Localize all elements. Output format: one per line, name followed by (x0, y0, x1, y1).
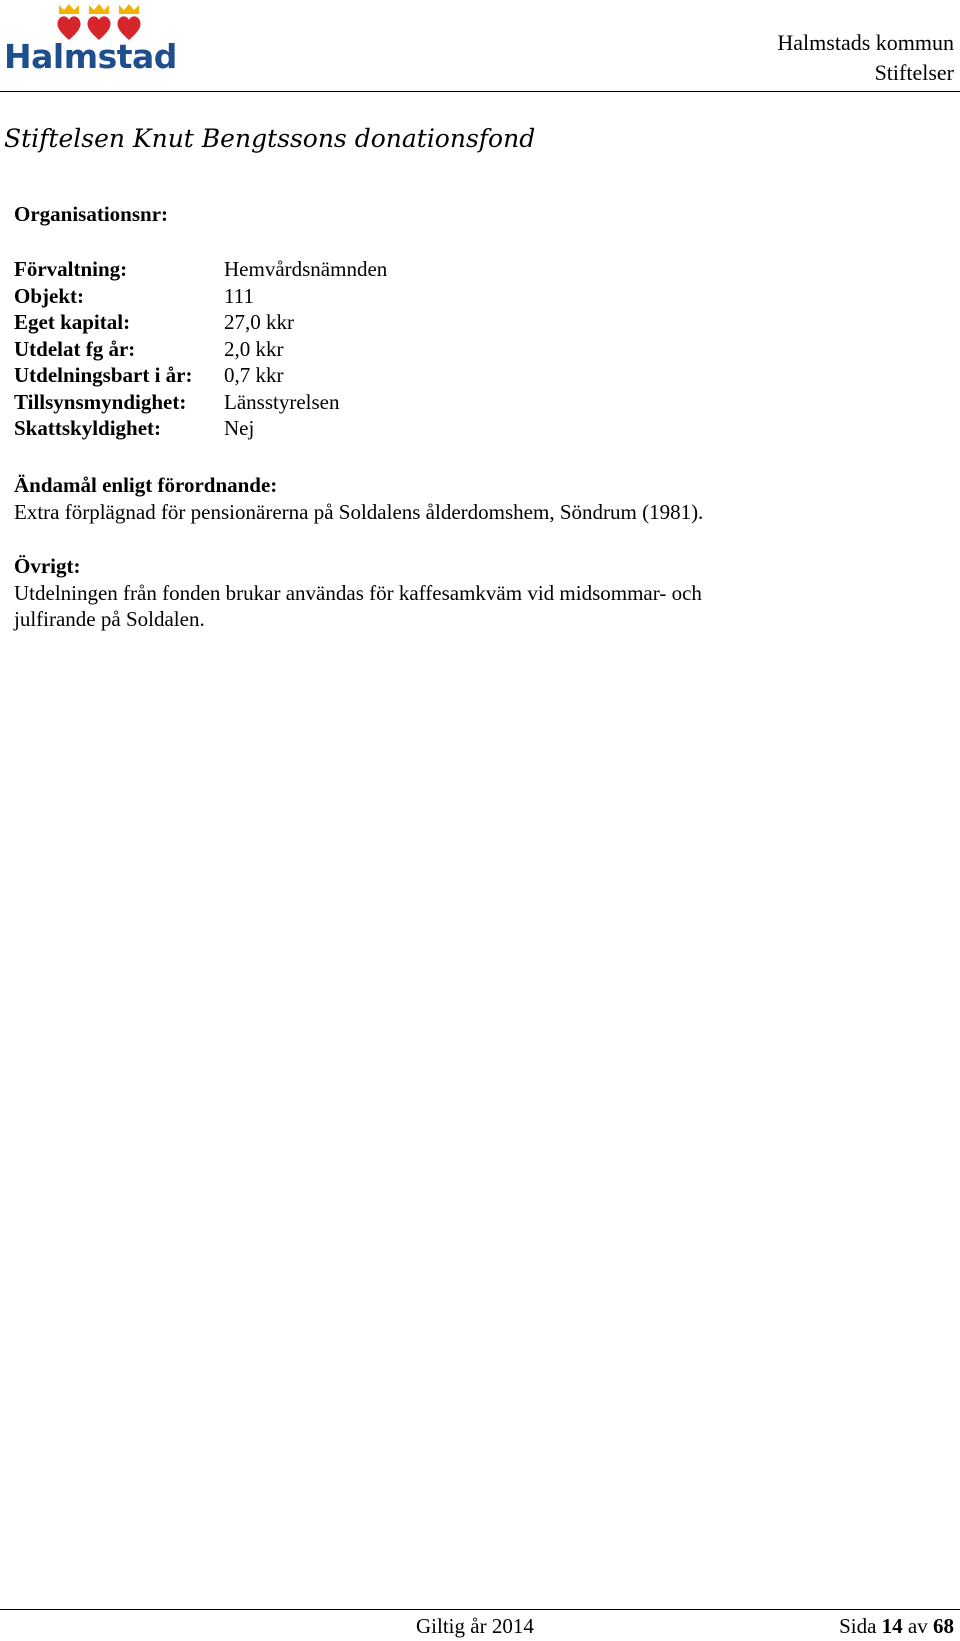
footer-page-number (839, 1614, 954, 1639)
page-prefix: Sida (839, 1614, 877, 1638)
fact-label: Tillsynsmyndighet: (14, 389, 187, 414)
page-current: 14 (881, 1614, 903, 1638)
fact-label: Förvaltning: (14, 257, 128, 281)
fact-label: Eget kapital: (14, 310, 131, 334)
fact-value: 111 (224, 283, 254, 308)
fact-label: Skattskyldighet: (14, 416, 162, 440)
fact-row (14, 362, 387, 389)
facts-list (14, 256, 387, 442)
purpose-section (14, 472, 703, 525)
other-text-line: Utdelningen från fonden brukar användas för kaffesamkväm vid midsommar- och (14, 580, 702, 605)
fact-row (14, 415, 387, 442)
purpose-heading: Ändamål enligt förordnande: (14, 473, 278, 497)
footer-valid-year: Giltig år 2014 (416, 1614, 534, 1638)
fact-label: Objekt: (14, 283, 84, 308)
header-divider (0, 91, 960, 92)
fact-row (14, 283, 387, 310)
fact-value: Länsstyrelsen (224, 389, 340, 414)
footer-divider (0, 1609, 960, 1610)
header-org: Halmstads kommun (777, 30, 954, 55)
fact-value: 0,7 kkr (224, 363, 284, 387)
fact-value: Hemvårdsnämnden (224, 257, 388, 281)
org-nr-label: Organisationsnr: (14, 202, 169, 226)
other-heading: Övrigt: (14, 554, 81, 578)
halmstad-logo (4, 2, 177, 76)
fact-row (14, 336, 387, 363)
other-text-line: julfirande på Soldalen. (14, 607, 205, 631)
fact-label: Utdelat fg år: (14, 336, 136, 361)
header-meta (777, 28, 954, 88)
fact-row (14, 309, 387, 336)
page-title: Stiftelsen Knut Bengtssons donationsfond (4, 124, 536, 153)
fact-value: 27,0 kkr (224, 310, 294, 334)
crowned-hearts-icon (56, 2, 216, 42)
fact-row (14, 389, 387, 416)
page-total: 68 (933, 1614, 954, 1638)
fact-label: Utdelningsbart i år: (14, 363, 193, 387)
fact-value: Nej (224, 416, 255, 440)
page-mid: av (907, 1614, 928, 1638)
fact-row (14, 256, 387, 283)
fact-value: 2,0 kkr (224, 336, 284, 361)
other-section (14, 553, 702, 633)
logo-wordmark: Halmstad (4, 37, 177, 76)
purpose-text: Extra förplägnad för pensionärerna på Soldalens ålderdomshem, Söndrum (1981). (14, 499, 704, 524)
header-section: Stiftelser (874, 60, 954, 85)
